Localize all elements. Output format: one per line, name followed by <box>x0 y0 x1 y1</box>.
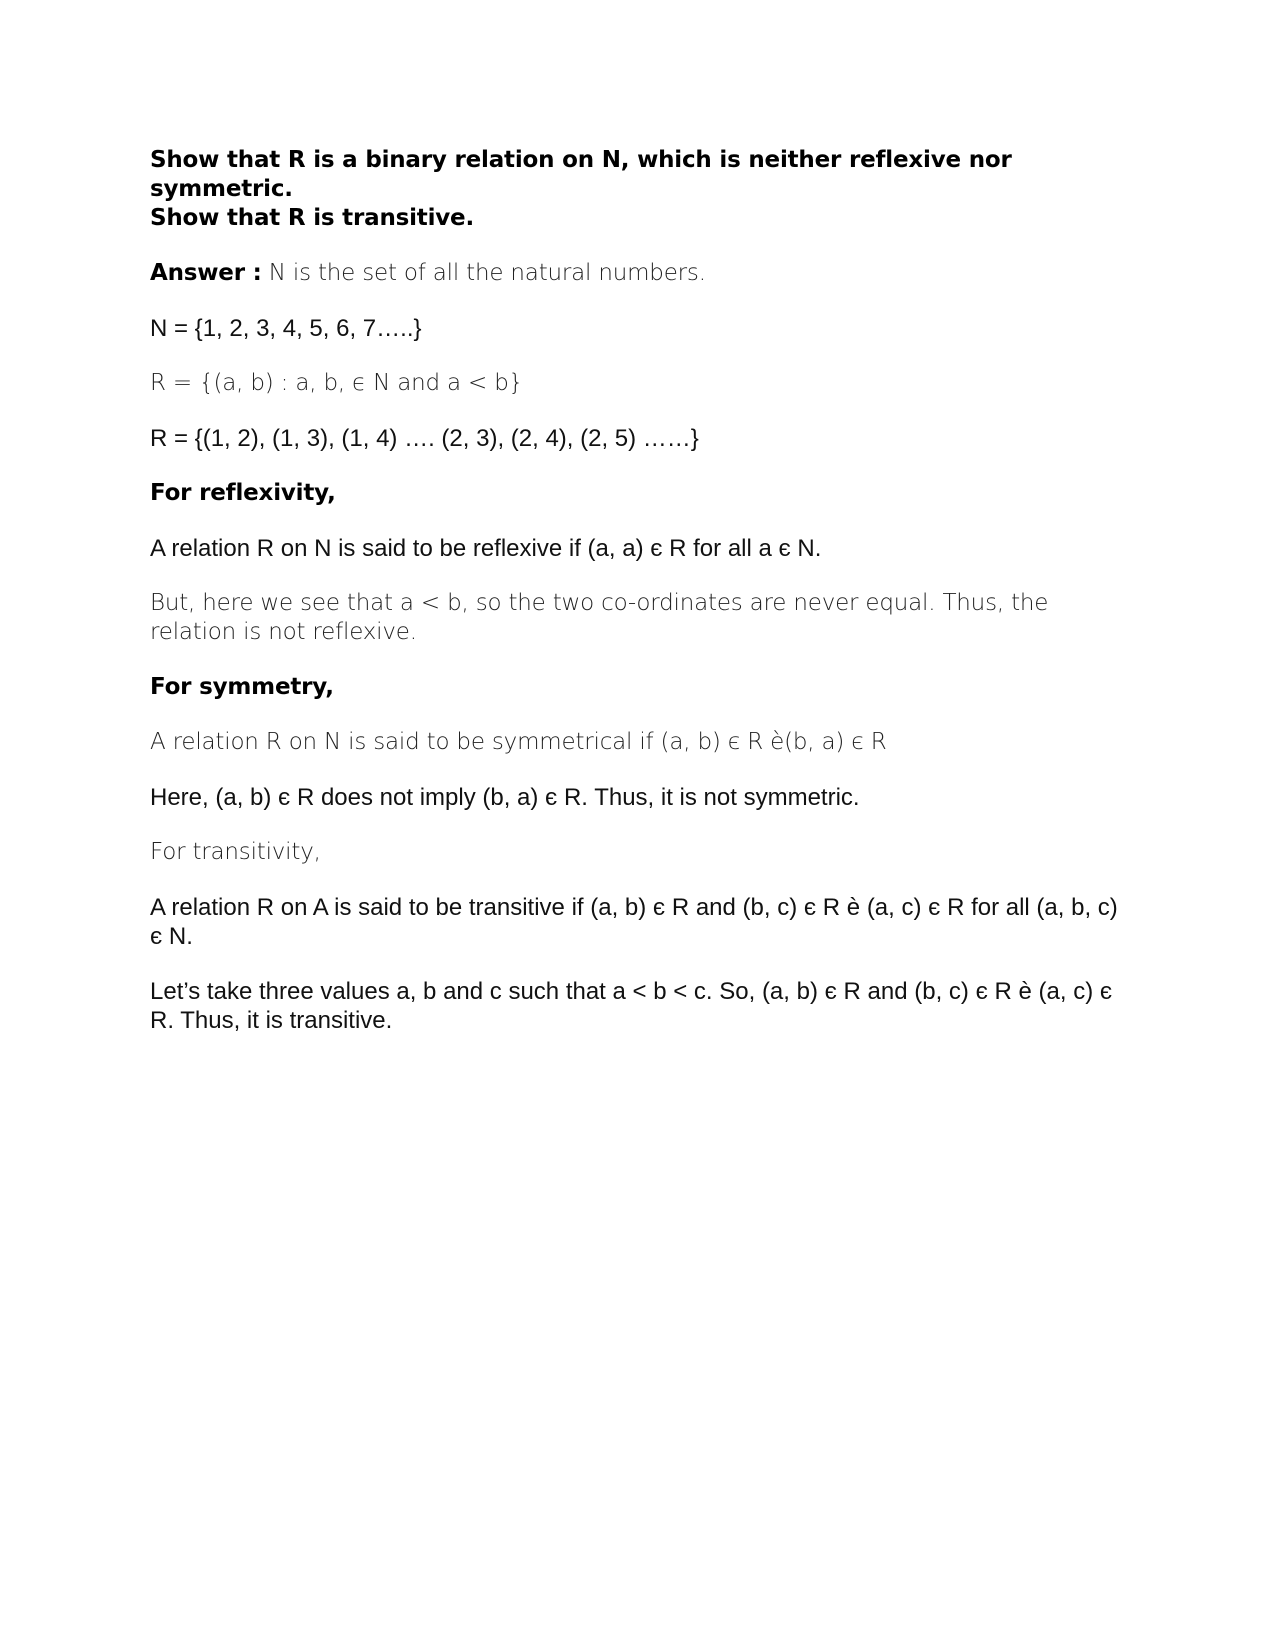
answer-intro <box>150 259 1125 288</box>
answer-intro-text: N is the set of all the natural numbers. <box>261 260 706 286</box>
transitivity-heading: For transitivity, <box>150 839 321 865</box>
natural-number-set: N = {1, 2, 3, 4, 5, 6, 7…..} <box>150 315 422 342</box>
symmetry-heading: For symmetry, <box>150 674 334 700</box>
transitivity-definition: A relation R on A is said to be transitive if (a, b) є R and (b, c) є R è (a, c) є R for all (a, b, c) є N. <box>150 894 1118 950</box>
relation-elements: R = {(1, 2), (1, 3), (1, 4) …. (2, 3), (2, 4), (2, 5) ……} <box>150 425 699 452</box>
question-text <box>150 146 1125 233</box>
answer-label: Answer : <box>150 260 262 286</box>
reflexivity-heading: For reflexivity, <box>150 480 336 506</box>
document-page <box>150 146 1125 1061</box>
reflexivity-conclusion: But, here we see that a < b, so the two co-ordinates are never equal. Thus, the relation is not reflexive. <box>150 590 1049 645</box>
reflexivity-definition: A relation R on N is said to be reflexive if (a, a) є R for all a є N. <box>150 535 822 562</box>
transitivity-conclusion: Let’s take three values a, b and c such that a < b < c. So, (a, b) є R and (b, c) є R è (a, c) є R. Thus, it is transitive. <box>150 978 1113 1034</box>
question-line-1: Show that R is a binary relation on N, which is neither reflexive nor symmetric. <box>150 147 1012 202</box>
symmetry-definition: A relation R on N is said to be symmetrical if (a, b) є R è(b, a) є R <box>150 729 887 755</box>
question-line-2: Show that R is transitive. <box>150 205 474 231</box>
symmetry-conclusion: Here, (a, b) є R does not imply (b, a) є R. Thus, it is not symmetric. <box>150 784 860 811</box>
relation-definition: R = {(a, b) : a, b, ϵ N and a < b} <box>150 370 524 396</box>
